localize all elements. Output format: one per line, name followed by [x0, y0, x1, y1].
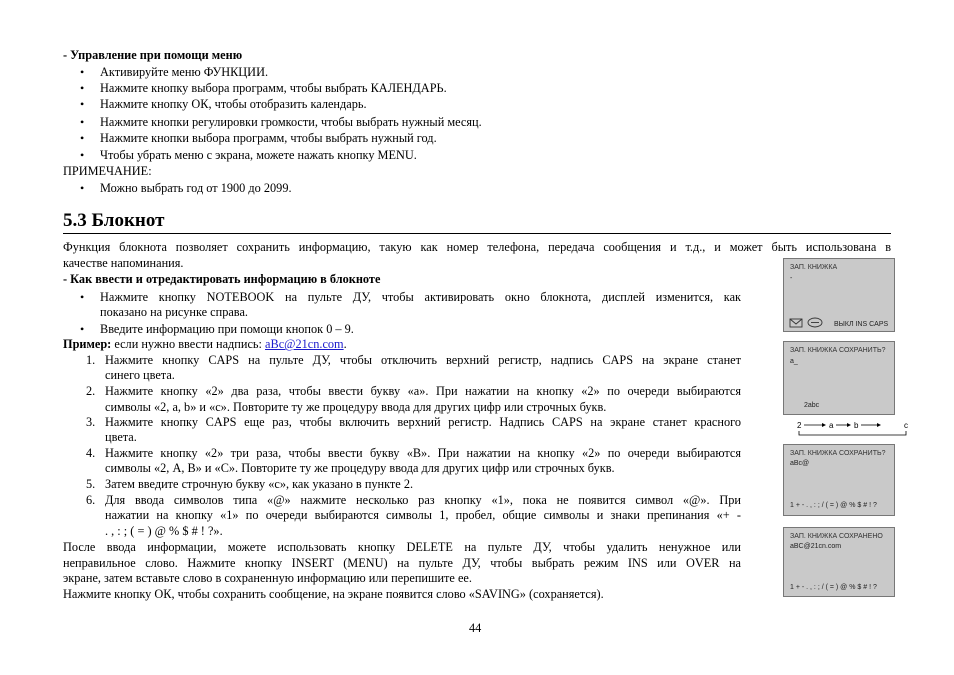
- step-number: 6.: [86, 493, 96, 507]
- page-number: 44: [469, 621, 482, 635]
- bullet-dot: •: [80, 65, 85, 79]
- list-item: Нажмите кнопку выбора программ, чтобы выбрать КАЛЕНДАРЬ.: [100, 81, 447, 95]
- paragraph-line: экране, затем вставьте слово в сохраненную информацию или перепишите ее.: [63, 571, 472, 585]
- list-item: показано на рисунке справа.: [100, 305, 248, 319]
- step-text: Для ввода символов типа «@» нажмите несколько раз кнопку «1», пока не появится символ «@». При: [105, 493, 741, 507]
- section-title: 5.3 Блокнот: [63, 210, 165, 231]
- paragraph-line: Нажмите кнопку ОК, чтобы сохранить сообщение, на экране появится слово «SAVING» (сохраняется).: [63, 587, 604, 601]
- bullet-dot: •: [80, 148, 85, 162]
- screen-content: aBC@21cn.com: [790, 543, 842, 550]
- step-text: Нажмите кнопку «2» два раза, чтобы ввести букву «a». При нажатии на кнопку «2» по очереди выбираются: [105, 384, 741, 398]
- list-item: Нажмите кнопку NOTEBOOK на пульте ДУ, чтобы активировать окно блокнота, дисплей изменится, как: [100, 290, 741, 304]
- paragraph-line: После ввода информации, можете использовать кнопку DELETE на пульте ДУ, чтобы удалить ненужное или: [63, 540, 741, 554]
- step-text: символы «2, A, B» и «C». Повторите ту же процедуру ввода для других цифр или строчных букв.: [105, 461, 615, 475]
- list-item: Введите информацию при помощи кнопок 0 – 9.: [100, 322, 354, 336]
- screen-title: ЗАП. КНИЖКА: [790, 264, 838, 271]
- note-label: ПРИМЕЧАНИЕ:: [63, 164, 152, 178]
- step-text: символы «2, a, b» и «c». Повторите ту же процедуру ввода для других цифр или строчных букв.: [105, 400, 607, 414]
- screen-footer: 1 + - . , : ; / ( = ) @ % $ # ! ?: [790, 584, 877, 591]
- notebook-screen-4: [783, 527, 895, 597]
- screen-footer: 1 + - . , : ; / ( = ) @ % $ # ! ?: [790, 502, 877, 509]
- notebook-screen-1: [783, 258, 895, 332]
- step-text: Нажмите кнопку CAPS на пульте ДУ, чтобы отключить верхний регистр, надпись CAPS на экране станет: [105, 353, 741, 367]
- screen-title: ЗАП. КНИЖКА СОХРАНИТЬ?: [790, 450, 886, 457]
- notebook-icons: [789, 316, 825, 329]
- example-link[interactable]: aBc@21cn.com: [265, 337, 344, 351]
- step-number: 5.: [86, 477, 96, 491]
- arrow-head-icon: [822, 423, 826, 427]
- screen-content: aBc@: [790, 460, 810, 467]
- bullet-dot: •: [80, 97, 85, 111]
- bullet-dot: •: [80, 115, 85, 129]
- notebook-screen-2: [783, 341, 895, 415]
- step-text: нажатии на кнопку «1» по очереди выбираются символы 1, пробел, общие символы и знаки препинания «+ -: [105, 508, 741, 522]
- list-item: Нажмите кнопку ОК, чтобы отобразить календарь.: [100, 97, 367, 111]
- toggle-icon: [808, 318, 822, 327]
- envelope-icon: [790, 319, 802, 327]
- example-text: если нужно ввести надпись:: [111, 337, 266, 351]
- menu-heading: - Управление при помощи меню: [63, 48, 243, 62]
- example-label: Пример:: [63, 337, 112, 351]
- step-number: 2.: [86, 384, 96, 398]
- cycle-key: c: [904, 421, 908, 430]
- bullet-dot: •: [80, 81, 85, 95]
- step-text: цвета.: [105, 430, 137, 444]
- bullet-dot: •: [80, 131, 85, 145]
- example-end: .: [343, 337, 347, 351]
- step-text: Затем введите строчную букву «с», как указано в пункте 2.: [105, 477, 414, 491]
- intro-line: Функция блокнота позволяет сохранить информацию, такую как номер телефона, передача сообщения и т.д., и может быть использована в: [63, 240, 891, 254]
- step-text: синего цвета.: [105, 368, 175, 382]
- screen-title: ЗАП. КНИЖКА СОХРАНЕНО: [790, 533, 883, 540]
- step-text: . , : ; ( = ) @ % $ # ! ?».: [105, 524, 223, 538]
- step-text: Нажмите кнопку CAPS еще раз, чтобы включить верхний регистр. Надпись CAPS на экране станет красного: [105, 415, 741, 429]
- intro-line: качестве напоминания.: [63, 256, 184, 270]
- paragraph-line: неправильное слово. Нажмите кнопку INSERT (MENU) на пульте ДУ, чтобы выбрать режим INS или OVER на: [63, 556, 741, 570]
- bullet-dot: •: [80, 290, 85, 304]
- step-number: 4.: [86, 446, 96, 460]
- bullet-dot: •: [80, 181, 85, 195]
- step-number: 3.: [86, 415, 96, 429]
- cycle-key: 2: [797, 421, 802, 430]
- bullet-dot: •: [80, 322, 85, 336]
- screen-footer: ВЫКЛ INS CAPS: [834, 321, 889, 328]
- example-line: [63, 336, 347, 352]
- key-cycle-diagram: [793, 420, 911, 438]
- arrow-head-icon: [877, 423, 881, 427]
- list-item: Нажмите кнопки регулировки громкости, чтобы выбрать нужный месяц.: [100, 115, 482, 129]
- cycle-key: b: [854, 421, 859, 430]
- list-item: Активируйте меню ФУНКЦИИ.: [100, 65, 269, 79]
- list-item: Чтобы убрать меню с экрана, можете нажать кнопку MENU.: [100, 148, 417, 162]
- screen-footer: 2abc: [804, 402, 820, 409]
- loop-arrow-icon: [799, 431, 906, 435]
- step-text: Нажмите кнопку «2» три раза, чтобы ввести букву «В». При нажатии на кнопку «2» по очереди выбираются: [105, 446, 741, 460]
- note-item: Можно выбрать год от 1900 до 2099.: [100, 181, 292, 195]
- notebook-screen-3: [783, 444, 895, 516]
- screen-content: a_: [790, 358, 798, 365]
- cycle-key: a: [829, 421, 834, 430]
- subheading: - Как ввести и отредактировать информацию в блокноте: [63, 272, 381, 286]
- list-item: Нажмите кнопки выбора программ, чтобы выбрать нужный год.: [100, 131, 437, 145]
- section-divider: [63, 233, 891, 234]
- step-number: 1.: [86, 353, 96, 367]
- screen-title: ЗАП. КНИЖКА СОХРАНИТЬ?: [790, 347, 886, 354]
- screen-cursor: -: [790, 275, 793, 282]
- arrow-head-icon: [847, 423, 851, 427]
